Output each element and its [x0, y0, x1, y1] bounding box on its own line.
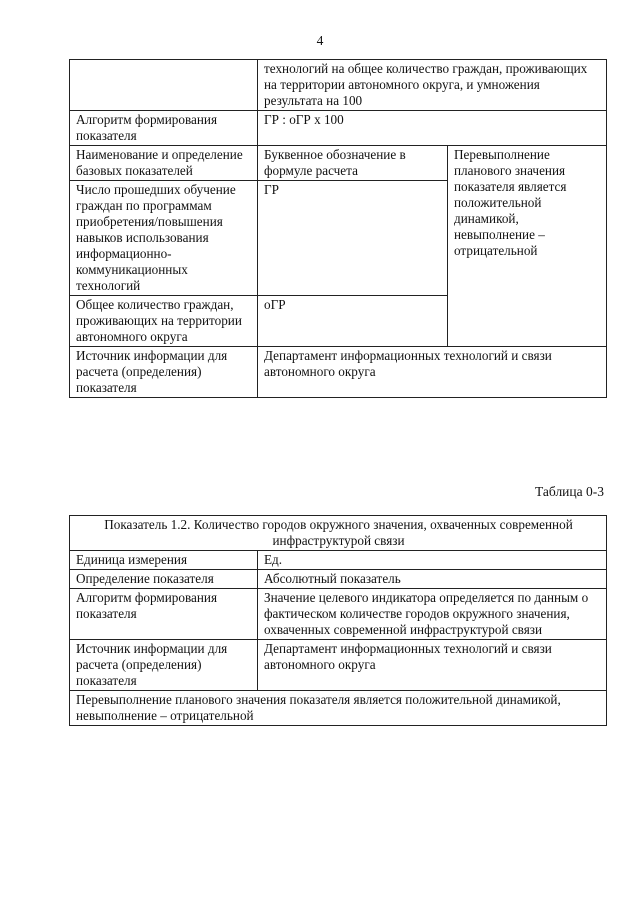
- table-row: [70, 640, 607, 691]
- table-row: [70, 570, 607, 589]
- table-row: [70, 60, 607, 111]
- row-value: Абсолютный показатель: [258, 570, 607, 589]
- table-row: [70, 146, 607, 181]
- page-number: 4: [316, 33, 324, 48]
- row-label: Общее количество граждан, проживающих на территории автономного округа: [70, 296, 258, 347]
- table-row: [70, 589, 607, 640]
- source-cell: Департамент информационных технологий и связи автономного округа: [258, 347, 607, 398]
- row-label: Алгоритм формирования показателя: [70, 589, 258, 640]
- row-label: Алгоритм формирования показателя: [70, 111, 258, 146]
- symbol-cell: оГР: [258, 296, 448, 347]
- table-row: [70, 551, 607, 570]
- table-caption: Таблица 0-3: [535, 484, 604, 499]
- row-label: Единица измерения: [70, 551, 258, 570]
- row-label: Определение показателя: [70, 570, 258, 589]
- indicator-table-continued: [69, 59, 607, 398]
- row-label: Число прошедших обучение граждан по программам приобретения/повышения навыков использования информационно-коммуникационных технологий: [70, 181, 258, 296]
- dynamics-note-cell: Перевыполнение планового значения показателя является положительной динамикой, невыполнение – отрицательной: [448, 146, 607, 347]
- row-label: Источник информации для расчета (определения) показателя: [70, 640, 258, 691]
- row-value: Департамент информационных технологий и связи автономного округа: [258, 640, 607, 691]
- row-label: Наименование и определение базовых показателей: [70, 146, 258, 181]
- empty-cell: [70, 60, 258, 111]
- indicator-table: [69, 515, 607, 726]
- symbol-cell: ГР: [258, 181, 448, 296]
- row-value: Значение целевого индикатора определяется по данным о фактическом количестве городов окружного значения, охваченных современной инфраструктурой связи: [258, 589, 607, 640]
- indicator-title-cell: Показатель 1.2. Количество городов окружного значения, охваченных современной инфраструктурой связи: [70, 516, 607, 551]
- formula-cell: ГР : оГР х 100: [258, 111, 607, 146]
- table-row: [70, 111, 607, 146]
- row-label: Источник информации для расчета (определения) показателя: [70, 347, 258, 398]
- table-row: [70, 347, 607, 398]
- table-header-row: [70, 516, 607, 551]
- continued-text-cell: технологий на общее количество граждан, проживающих на территории автономного округа, и умножения результата на 100: [258, 60, 607, 111]
- row-value: Ед.: [258, 551, 607, 570]
- symbol-header-cell: Буквенное обозначение в формуле расчета: [258, 146, 448, 181]
- dynamics-note-cell: Перевыполнение планового значения показателя является положительной динамикой, невыполнение – отрицательной: [70, 691, 607, 726]
- table-footer-row: [70, 691, 607, 726]
